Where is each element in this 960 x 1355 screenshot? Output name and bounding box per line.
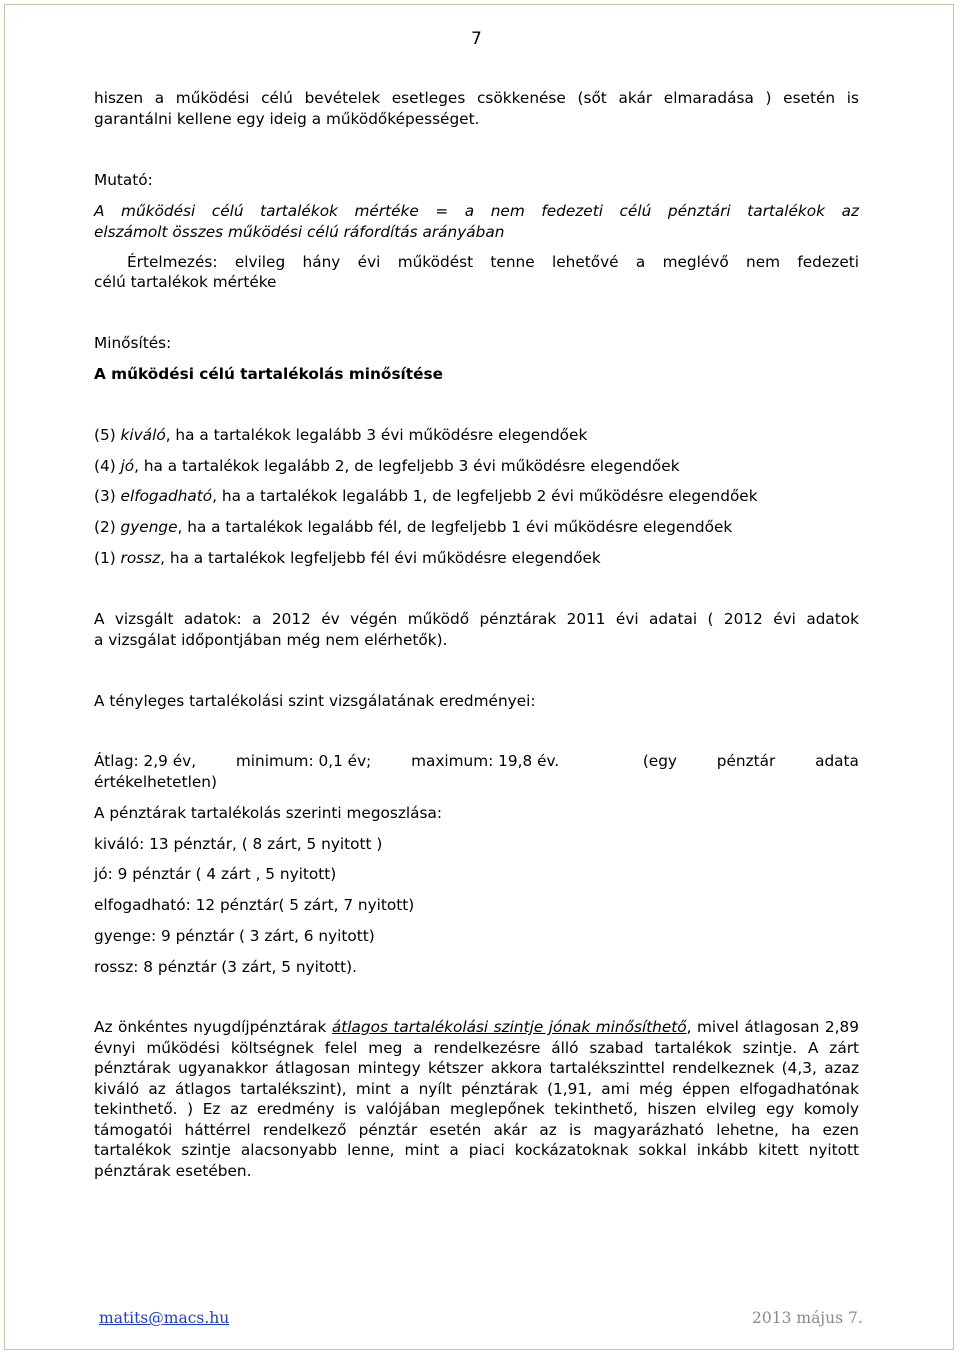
rating-label: Minősítés: [94, 334, 172, 352]
results-heading: A tényleges tartalékolási szint vizsgálatának eredményei: [94, 692, 536, 710]
rating-num: (4) [94, 457, 121, 475]
rating-desc: , ha a tartalékok legfeljebb fél évi működésre elegendőek [160, 549, 601, 567]
data-note [94, 609, 859, 650]
rating-num: (5) [94, 426, 121, 444]
conclusion-lead: Az önkéntes nyugdíjpénztárak [94, 1018, 332, 1036]
rating-title: A működési célú tartalékolás minősítése [94, 365, 443, 383]
minimum-value: minimum: 0,1 év; [235, 752, 372, 770]
conclusion-body: , mivel átlagosan 2,89 évnyi működési költségnek felel meg a rendelkezésre álló szabad tartalékok szintje. A zárt pénztárak ugyanakkor átlagosan mintegy kétszer akkora tartalékszinttel rendelkeznek (4,3, azaz kiváló az átlagos tartalékszint), mint a nyílt pénztárak (1,91, ami még éppen elfogadhatónak tekinthető. ) Ez az eredmény is valójában meglepőnek tekinthető, hiszen elvileg egy komoly támogatói háttérrel rendelkező pénztár esetén akár az is magyarázható lehetne, ha ezen tartalékok szintje alacsonyabb lenne, mint a piaci kockázatoknak sokkal inkább kitett nyitott pénztárak esetében. [94, 1018, 859, 1180]
averages-note-b: pénztár [716, 752, 776, 770]
footer-email-link[interactable]: matits@macs.hu [99, 1309, 230, 1327]
interpretation [127, 252, 859, 273]
distribution-item: rossz: 8 pénztár (3 zárt, 5 nyitott). [94, 958, 358, 976]
rating-grade: rossz [120, 549, 161, 567]
indicator-formula [94, 201, 859, 242]
interp-line-2: célú tartalékok mértéke [94, 273, 277, 291]
intro-line-2: garantálni kellene egy ideig a működőképességet. [94, 109, 480, 128]
conclusion-paragraph [94, 1017, 859, 1181]
interp-line-1: Értelmezés: elvileg hány évi működést tenne lehetővé a meglévő nem fedezeti [127, 253, 859, 271]
rating-item [94, 517, 732, 538]
rating-num: (3) [94, 487, 121, 505]
rating-grade: kiváló [120, 426, 166, 444]
intro-line-1: hiszen a működési célú bevételek esetleges csökkenése (sőt akár elmaradása ) esetén is [94, 89, 859, 107]
rating-item [94, 456, 680, 477]
distribution-heading: A pénztárak tartalékolás szerinti megoszlása: [94, 804, 443, 822]
rating-grade: jó [120, 457, 135, 475]
distribution-item: elfogadható: 12 pénztár( 5 zárt, 7 nyitott) [94, 896, 415, 914]
formula-line-1: A működési célú tartalékok mértéke = a nem fedezeti célú pénztári tartalékok az [94, 202, 859, 220]
rating-num: (2) [94, 518, 121, 536]
rating-item [94, 486, 758, 507]
distribution-item: gyenge: 9 pénztár ( 3 zárt, 6 nyitott) [94, 927, 375, 945]
averages-note-a: (egy [642, 752, 677, 770]
data-note-line-1: A vizsgált adatok: a 2012 év végén működő pénztárak 2011 évi adatai ( 2012 évi adatok [94, 610, 859, 628]
averages [94, 751, 859, 792]
formula-line-2: elszámolt összes működési célú ráfordítás arányában [94, 222, 505, 241]
distribution-item: kiváló: 13 pénztár, ( 8 zárt, 5 nyitott ) [94, 835, 383, 853]
averages-line-1 [94, 751, 859, 772]
distribution-item: jó: 9 pénztár ( 4 zárt , 5 nyitott) [94, 865, 337, 883]
rating-item [94, 425, 587, 446]
averages-note-c: adata [815, 752, 859, 770]
rating-num: (1) [94, 549, 121, 567]
indicator-label: Mutató: [94, 171, 153, 189]
conclusion-emphasis: átlagos tartalékolási szintje jónak minősíthető [331, 1018, 687, 1036]
average-value: Átlag: 2,9 év, [94, 752, 197, 770]
intro-paragraph [94, 88, 859, 129]
rating-desc: , ha a tartalékok legalább fél, de legfeljebb 1 évi működésre elegendőek [177, 518, 733, 536]
averages-line-2: értékelhetetlen) [94, 772, 217, 791]
rating-desc: , ha a tartalékok legalább 2, de legfeljebb 3 évi működésre elegendőek [134, 457, 680, 475]
rating-grade: gyenge [120, 518, 178, 536]
rating-desc: , ha a tartalékok legalább 1, de legfeljebb 2 évi működésre elegendőek [212, 487, 758, 505]
page-number: 7 [471, 29, 482, 49]
maximum-value: maximum: 19,8 év. [411, 752, 560, 770]
footer-date: 2013 május 7. [752, 1309, 863, 1327]
rating-grade: elfogadható [120, 487, 213, 505]
data-note-line-2: a vizsgálat időpontjában még nem elérhetők). [94, 630, 448, 649]
rating-item [94, 548, 601, 569]
rating-desc: , ha a tartalékok legalább 3 évi működésre elegendőek [165, 426, 588, 444]
